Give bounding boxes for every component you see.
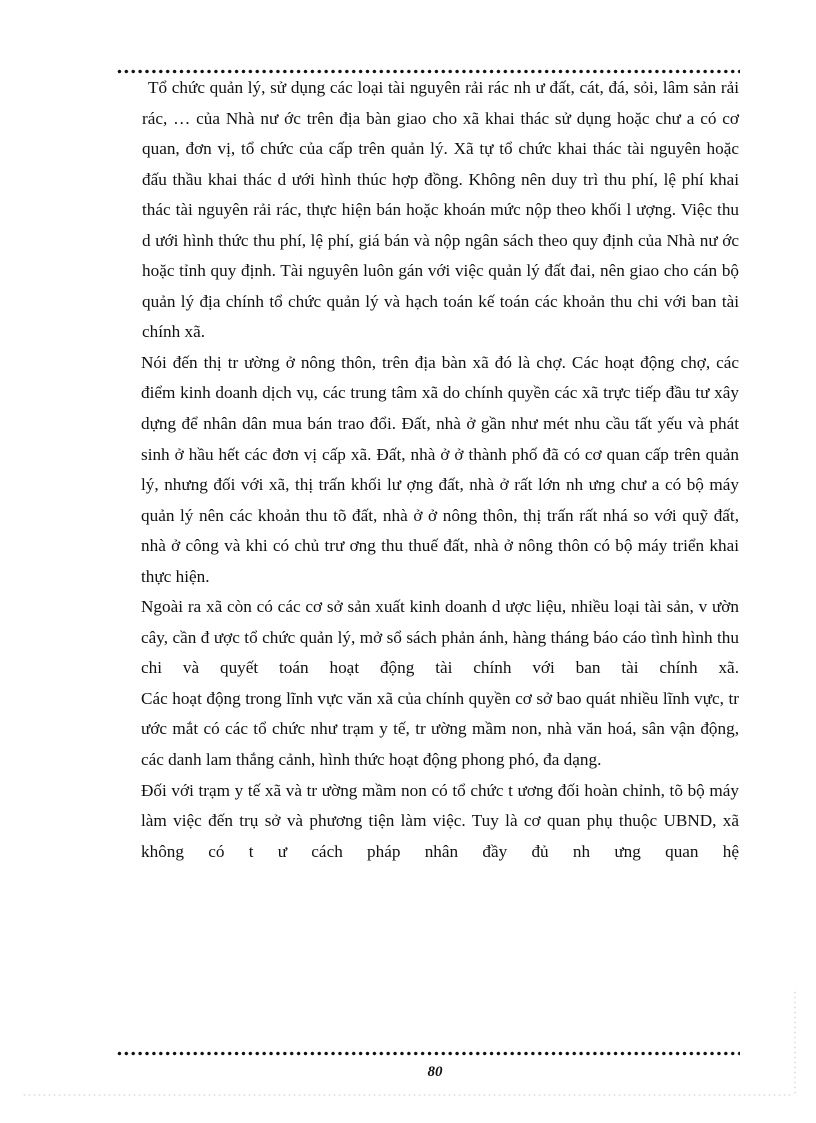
page-number: 80 — [427, 1064, 443, 1080]
page-edge-right — [794, 990, 796, 1094]
paragraph-cultural-social: Các hoạt động trong lĩnh vực văn xã của chính quyền cơ sở bao quát nhiều lĩnh vực, tr ước mắt có các tổ chức như trạm y tế, tr ường mầm non, nhà văn hoá, sân vận động, các danh lam thắng cảnh, hình thức hoạt động phong phó, đa dạng. — [141, 688, 739, 770]
paragraph-health-schools: Đối với trạm y tế xã và tr ường mầm non có tổ chức t ương đối hoàn chỉnh, tõ bộ máy làm việc đến trụ sở và phương tiện làm việc. Tuy là cơ quan phụ thuộc UBND, xã không có t ư cách pháp nhân đầy đủ nh ưng quan hệ — [141, 780, 740, 861]
document-body — [142, 73, 739, 867]
page-edge-bottom — [22, 1094, 794, 1096]
paragraph-natural-resources: Tổ chức quản lý, sử dụng các loại tài nguyên rải rác nh ư đất, cát, đá, sỏi, lâm sản rải rác, … của Nhà nư ớc trên địa bàn giao cho xã khai thác sử dụng hoặc chư a có cơ quan, đơn vị, tổ chức của cấp trên quản lý. Xã tự tổ chức khai thác tài nguyên hoặc đấu thầu khai thác d ưới hình thúc hợp đồng. Không nên duy trì thu phí, lệ phí khai thác tài nguyên rải rác, thực hiện bán hoặc khoán mức nộp theo khối l ượng. Việc thu d ưới hình thức thu phí, lệ phí, giá bán và nộp ngân sách theo quy định của Nhà nư ớc hoặc tỉnh quy định. Tài nguyên luôn gán với việc quản lý đất đai, nên giao cho cán bộ quản lý địa chính tổ chức quản lý và hạch toán kế toán các khoản thu chi với ban tài chính xã. — [142, 78, 740, 342]
paragraph-rural-markets: Nói đến thị tr ường ở nông thôn, trên địa bàn xã đó là chợ. Các hoạt động chợ, các điểm kinh doanh dịch vụ, các trung tâm xã do chính quyền các xã trực tiếp đầu tư xây dựng để nhân dân mua bán trao đổi. Đất, nhà ở gần như mét nhu cầu tất yếu và phát sinh ở hầu hết các đơn vị cấp xã. Đất, nhà ở ở thành phố đã có cơ quan cấp trên quản lý, nhưng đối với xã, thị trấn khối lư ợng đất, nhà ở rất lớn nh ưng chư a có bộ máy quản lý nên các khoản thu tõ đất, nhà ở ở nông thôn, thị trấn rất nhá so với quỹ đất, nhà ở công và khi có chủ trư ơng thu thuế đất, nhà ở nông thôn có bộ máy triển khai thực hiện. — [141, 352, 740, 586]
bottom-dotted-rule — [116, 1051, 740, 1056]
paragraph-production-facilities: Ngoài ra xã còn có các cơ sở sản xuất kinh doanh d ược liệu, nhiều loại tài sản, v ườn cây, cần đ ược tổ chức quản lý, mở sổ sách phản ánh, hàng tháng báo cáo tình hình thu chi và quyết toán hoạt động tài chính với ban tài chính xã. — [141, 597, 739, 678]
